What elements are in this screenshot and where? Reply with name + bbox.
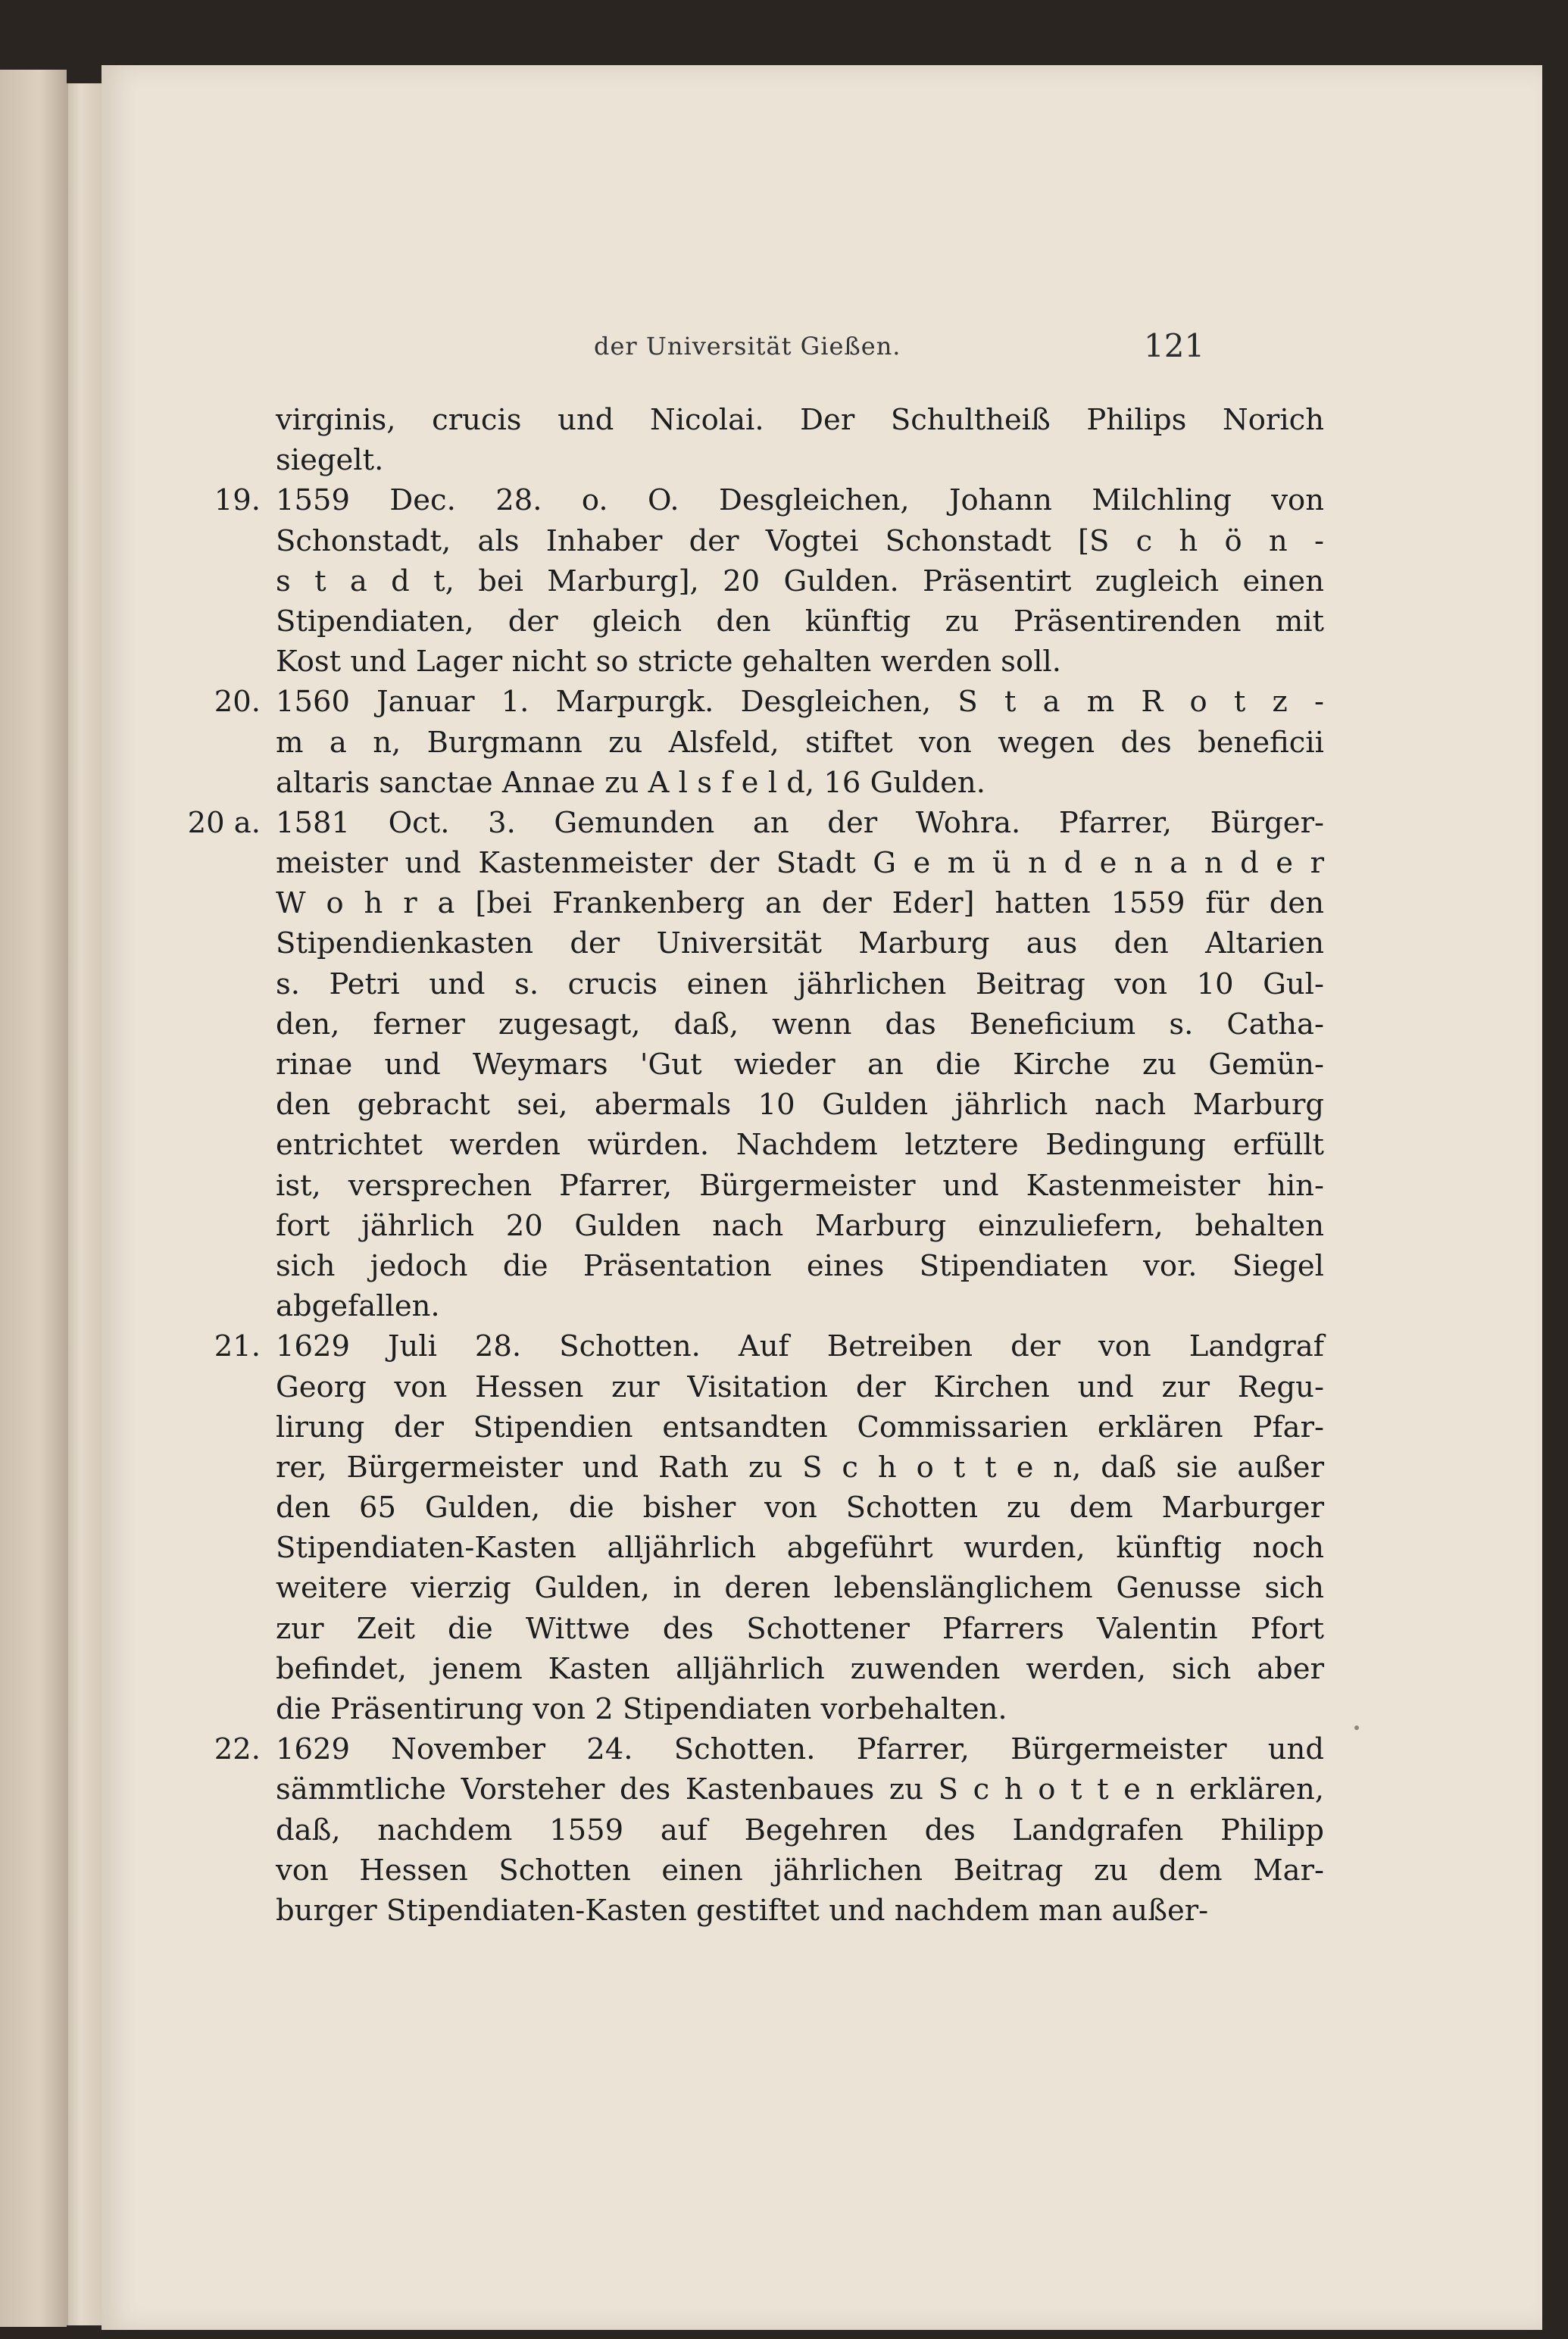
paper-speck <box>1354 1725 1359 1730</box>
text-line: 1629 Juli 28. Schotten. Auf Betreiben der von Landgraf <box>276 1329 1324 1364</box>
entry-number: 20. <box>214 685 261 720</box>
text-line: Georg von Hessen zur Visitation der Kirchen und zur Regu- <box>276 1369 1324 1404</box>
text-line: 1581 Oct. 3. Gemunden an der Wohra. Pfarrer, Bürger- <box>276 805 1324 840</box>
document-entry <box>276 400 1324 480</box>
text-line: weitere vierzig Gulden, in deren lebenslänglichem Genusse sich <box>276 1571 1324 1606</box>
text-line: lirung der Stipendien entsandten Commissarien erklären Pfar- <box>276 1410 1324 1444</box>
text-line: den gebracht sei, abermals 10 Gulden jährlich nach Marburg <box>276 1088 1324 1123</box>
text-line: zur Zeit die Wittwe des Schottener Pfarrers Valentin Pfort <box>276 1611 1324 1646</box>
text-line: 1559 Dec. 28. o. O. Desgleichen, Johann Milchling von <box>276 483 1324 518</box>
text-line: entrichtet werden würden. Nachdem letztere Bedingung erfüllt <box>276 1128 1324 1163</box>
text-line: abgefallen. <box>276 1289 440 1324</box>
text-line: W o h r a [bei Frankenberg an der Eder] hatten 1559 für den <box>276 886 1324 921</box>
text-line: altaris sanctae Annae zu A l s f e l d, 16 Gulden. <box>276 765 985 800</box>
text-line: ist, versprechen Pfarrer, Bürgermeister und Kastenmeister hin- <box>276 1168 1324 1203</box>
text-line: Stipendiaten, der gleich den künftig zu Präsentirenden mit <box>276 604 1324 639</box>
entry-number: 21. <box>214 1329 261 1364</box>
text-line: von Hessen Schotten einen jährlichen Beitrag zu dem Mar- <box>276 1853 1324 1888</box>
document-entry <box>214 480 1324 682</box>
text-line: daß, nachdem 1559 auf Begehren des Landgrafen Philipp <box>276 1813 1324 1847</box>
text-line: den, ferner zugesagt, daß, wenn das Beneficium s. Catha- <box>276 1007 1324 1041</box>
book-page <box>102 65 1542 2330</box>
text-line: die Präsentirung von 2 Stipendiaten vorbehalten. <box>276 1692 1007 1726</box>
text-line: m a n, Burgmann zu Alsfeld, stiftet von wegen des beneficii <box>276 725 1324 760</box>
text-line: Kost und Lager nicht so stricte gehalten werden soll. <box>276 645 1061 679</box>
text-line: rinae und Weymars 'Gut wieder an die Kirche zu Gemün- <box>276 1048 1324 1082</box>
text-line: s t a d t, bei Marburg], 20 Gulden. Präsentirt zugleich einen <box>276 564 1324 598</box>
text-line: den 65 Gulden, die bisher von Schotten zu dem Marburger <box>276 1491 1324 1526</box>
text-line: 1629 November 24. Schotten. Pfarrer, Bürgermeister und <box>276 1732 1324 1767</box>
text-line: fort jährlich 20 Gulden nach Marburg einzuliefern, behalten <box>276 1208 1324 1243</box>
document-entry <box>214 1326 1324 1729</box>
book-gutter <box>67 83 103 2325</box>
text-line: Stipendiaten-Kasten alljährlich abgeführt wurden, künftig noch <box>276 1531 1324 1566</box>
text-line: Schonstadt, als Inhaber der Vogtei Schonstadt [S c h ö n - <box>276 523 1324 558</box>
entry-number: 20 a. <box>187 805 261 840</box>
text-line: s. Petri und s. crucis einen jährlichen Beitrag von 10 Gul- <box>276 967 1324 1001</box>
document-entry <box>214 1729 1324 1931</box>
entry-number: 22. <box>214 1732 261 1767</box>
document-body <box>187 400 1324 1931</box>
text-line: burger Stipendiaten-Kasten gestiftet und nachdem man außer- <box>276 1893 1209 1928</box>
text-line: rer, Bürgermeister und Rath zu S c h o t t e n, daß sie außer <box>276 1450 1324 1485</box>
running-title: der Universität Gießen. <box>594 332 901 361</box>
text-line: sämmtliche Vorsteher des Kastenbaues zu S c h o t t e n erklären, <box>276 1772 1324 1807</box>
page-number: 121 <box>1144 327 1205 364</box>
text-line: sich jedoch die Präsentation eines Stipendiaten vor. Siegel <box>276 1248 1324 1283</box>
running-head <box>102 327 1542 377</box>
document-entry <box>214 682 1324 803</box>
text-line: siegelt. <box>276 443 384 478</box>
previous-page-edge <box>0 70 67 2327</box>
text-line: Stipendienkasten der Universität Marburg aus den Altarien <box>276 926 1324 961</box>
entry-number: 19. <box>214 483 261 518</box>
document-entry <box>187 803 1324 1326</box>
text-line: virginis, crucis und Nicolai. Der Schultheiß Philips Norich <box>276 403 1324 437</box>
text-line: 1560 Januar 1. Marpurgk. Desgleichen, S t a m R o t z - <box>276 685 1324 720</box>
text-line: meister und Kastenmeister der Stadt G e m ü n d e n a n d e r <box>276 846 1324 881</box>
text-line: befindet, jenem Kasten alljährlich zuwenden werden, sich aber <box>276 1651 1324 1686</box>
